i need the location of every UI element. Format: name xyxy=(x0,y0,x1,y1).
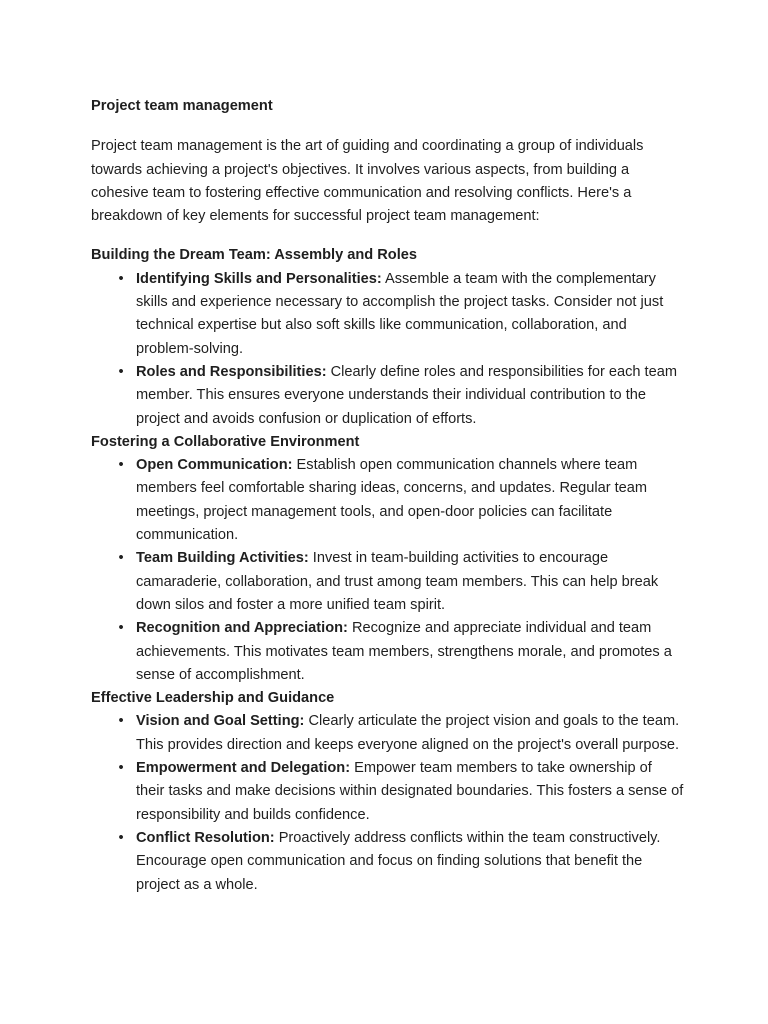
item-text: Recognize and appreciate individual and team achievements. This motivates team members, strengthens morale, and promotes a sense of accomplishment. xyxy=(136,620,672,683)
bullet-icon: • xyxy=(118,457,124,474)
list-item xyxy=(91,617,684,687)
bullet-icon: • xyxy=(118,760,124,777)
bullet-list xyxy=(91,454,684,687)
bullet-icon: • xyxy=(118,270,124,287)
item-term: Recognition and Appreciation: xyxy=(136,620,348,637)
item-term: Empowerment and Delegation: xyxy=(136,760,351,777)
list-item xyxy=(91,757,684,827)
page-title: Project team management xyxy=(91,98,273,114)
item-text: Empower team members to take ownership of their tasks and make decisions within designated boundaries. This fosters a sense of responsibility and builds confidence. xyxy=(136,760,684,823)
item-text: Clearly define roles and responsibilities for each team member. This ensures everyone understands their individual contribution to the project and avoids confusion or duplication of efforts. xyxy=(136,363,678,427)
item-text: Invest in team-building activities to encourage camaraderie, collaboration, and trust among team members. This can help break down silos and foster a more unified team spirit. xyxy=(136,550,659,613)
section-heading: Building the Dream Team: Assembly and Roles xyxy=(91,247,418,264)
item-term: Roles and Responsibilities: xyxy=(136,363,327,380)
bullet-icon: • xyxy=(118,829,124,846)
section-heading: Fostering a Collaborative Environment xyxy=(91,433,360,450)
list-item xyxy=(91,268,684,361)
bullet-list xyxy=(91,710,684,896)
item-text: Proactively address conflicts within the team constructively. Encourage open communication and focus on finding solutions that benefit the project as a whole. xyxy=(136,829,661,893)
bullet-icon: • xyxy=(118,713,124,730)
item-term: Identifying Skills and Personalities: xyxy=(136,270,382,287)
item-term: Team Building Activities: xyxy=(136,550,309,567)
item-text: Assemble a team with the complementary skills and experience necessary to accomplish the project tasks. Consider not just technical expertise but also soft skills like communication, collaboration, and problem-solving. xyxy=(136,270,664,357)
bullet-icon: • xyxy=(118,620,124,637)
list-item xyxy=(91,454,684,547)
list-item xyxy=(91,827,684,897)
list-item xyxy=(91,710,684,757)
bullet-icon: • xyxy=(118,550,124,567)
item-term: Vision and Goal Setting: xyxy=(136,713,305,730)
list-item xyxy=(91,361,684,431)
item-text: Establish open communication channels where team members feel comfortable sharing ideas, concerns, and updates. Regular team meetings, project management tools, and open-door policies can facilitate communication. xyxy=(136,457,648,544)
item-text: Clearly articulate the project vision and goals to the team. This provides direction and keeps everyone aligned on the project's overall purpose. xyxy=(136,713,680,753)
item-term: Conflict Resolution: xyxy=(136,829,275,846)
section-heading: Effective Leadership and Guidance xyxy=(91,690,335,707)
bullet-icon: • xyxy=(118,363,124,380)
intro-paragraph: Project team management is the art of guiding and coordinating a group of individuals towards achieving a project's objectives. It involves various aspects, from building a cohesive team to fostering effective communication and resolving conflicts. Here's a breakdown of key elements for successful project team management: xyxy=(91,138,644,225)
list-item xyxy=(91,547,684,617)
item-term: Open Communication: xyxy=(136,457,293,474)
bullet-list xyxy=(91,268,684,431)
